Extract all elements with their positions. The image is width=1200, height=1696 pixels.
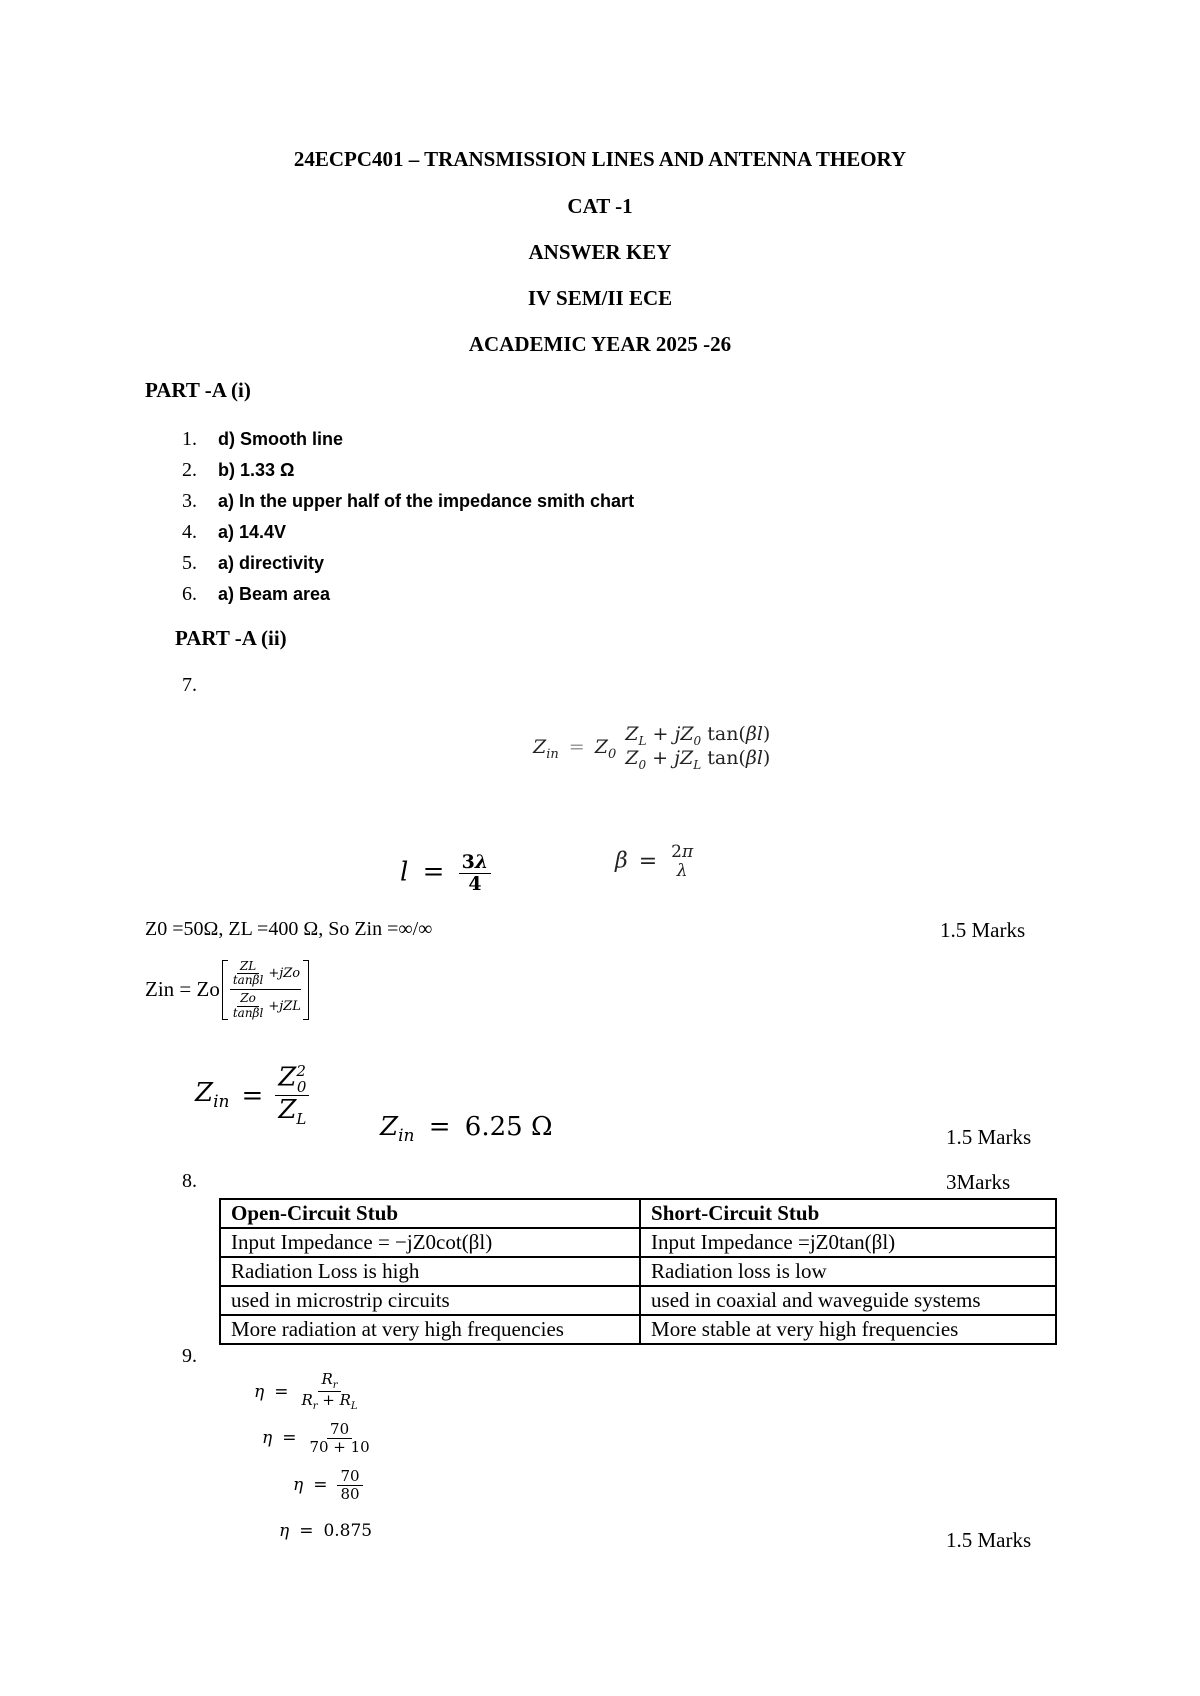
course-title: 24ECPC401 – TRANSMISSION LINES AND ANTENNA THEORY xyxy=(293,147,907,171)
list-item xyxy=(182,517,634,548)
zin-formula: $Z_{in} = Z_0$ $Z_L + jZ_0$ tan(βl) $Z_0 + jZ_L$ tan(βl) xyxy=(533,723,771,772)
q8-marks: 3Marks xyxy=(946,1170,1011,1194)
item-number: 1. xyxy=(182,428,197,450)
item-number: 6. xyxy=(182,583,197,605)
table-cell: More radiation at very high frequencies xyxy=(220,1315,640,1344)
q7-given-values: Z0 =50Ω, ZL =400 Ω, So Zin =∞/∞ xyxy=(145,918,433,940)
list-item xyxy=(182,579,634,610)
length-formula: l = $\frac{3\lambda}{4}$ xyxy=(400,852,491,895)
item-number: 3. xyxy=(182,490,197,512)
column-header: Open-Circuit Stub xyxy=(220,1199,640,1228)
list-item xyxy=(182,455,634,486)
table-cell: Input Impedance =jZ0tan(βl) xyxy=(640,1228,1056,1257)
q9-marks: 1.5 Marks xyxy=(946,1528,1032,1552)
table-cell: Radiation Loss is high xyxy=(220,1257,640,1286)
doc-type: ANSWER KEY xyxy=(528,240,672,264)
part-a-ii-title: PART -A (ii) xyxy=(175,626,287,650)
table-cell: used in microstrip circuits xyxy=(220,1286,640,1315)
column-header: Short-Circuit Stub xyxy=(640,1199,1056,1228)
efficiency-formula-2: η = $\frac{70}{70 + 10}$ xyxy=(262,1420,370,1456)
zin-result: $Z_{in} = 6.25$ Ω xyxy=(380,1112,553,1147)
question-8-number: 8. xyxy=(182,1170,197,1192)
mcq-answer-list xyxy=(182,424,634,610)
list-item xyxy=(182,424,634,455)
part-a-i-title: PART -A (i) xyxy=(145,378,251,402)
table-row xyxy=(220,1286,1056,1315)
item-answer: a) In the upper half of the impedance smith chart xyxy=(218,491,635,511)
zin-label: Zin = Zo xyxy=(145,977,220,1002)
question-9-number: 9. xyxy=(182,1345,197,1367)
zin-cot-formula: Zin = Zo $\frac{ZL}{\tan\beta l}$ +jZo $\frac{Zo}{\tan\beta l}$ +jZL xyxy=(145,960,309,1020)
beta-formula: β = 2π λ xyxy=(615,842,694,881)
table-row xyxy=(220,1315,1056,1344)
item-number: 2. xyxy=(182,459,197,481)
exam-title: CAT -1 xyxy=(567,194,633,218)
table-header-row xyxy=(220,1199,1056,1228)
table-cell: Radiation loss is low xyxy=(640,1257,1056,1286)
semester: IV SEM/II ECE xyxy=(527,286,673,310)
efficiency-result: η = 0.875 xyxy=(279,1521,373,1541)
zin-quarter-wave-formula: $Z_{in}$ = $\frac{Z^2_0}{Z_L}$ xyxy=(195,1063,309,1128)
efficiency-formula-1: η = $\frac{R_r}{R_r + R_L}$ xyxy=(254,1370,358,1412)
list-item xyxy=(182,486,634,517)
item-number: 4. xyxy=(182,521,197,543)
list-item xyxy=(182,548,634,579)
item-number: 5. xyxy=(182,552,197,574)
item-answer: b) 1.33 Ω xyxy=(218,460,295,480)
item-answer: a) directivity xyxy=(218,553,325,573)
q7-marks-1: 1.5 Marks xyxy=(940,918,1026,942)
question-7-number: 7. xyxy=(182,674,197,696)
item-answer: a) Beam area xyxy=(218,584,331,604)
q7-marks-2: 1.5 Marks xyxy=(946,1125,1032,1149)
item-answer: a) 14.4V xyxy=(218,522,287,542)
table-row xyxy=(220,1228,1056,1257)
table-cell: More stable at very high frequencies xyxy=(640,1315,1056,1344)
academic-year: ACADEMIC YEAR 2025 -26 xyxy=(468,332,732,356)
stub-comparison-table xyxy=(219,1198,1057,1345)
table-cell: used in coaxial and waveguide systems xyxy=(640,1286,1056,1315)
efficiency-formula-3: η = $\frac{70}{80}$ xyxy=(293,1468,363,1502)
table-cell: Input Impedance = −jZ0cot(βl) xyxy=(220,1228,640,1257)
item-answer: d) Smooth line xyxy=(218,429,343,449)
table-row xyxy=(220,1257,1056,1286)
